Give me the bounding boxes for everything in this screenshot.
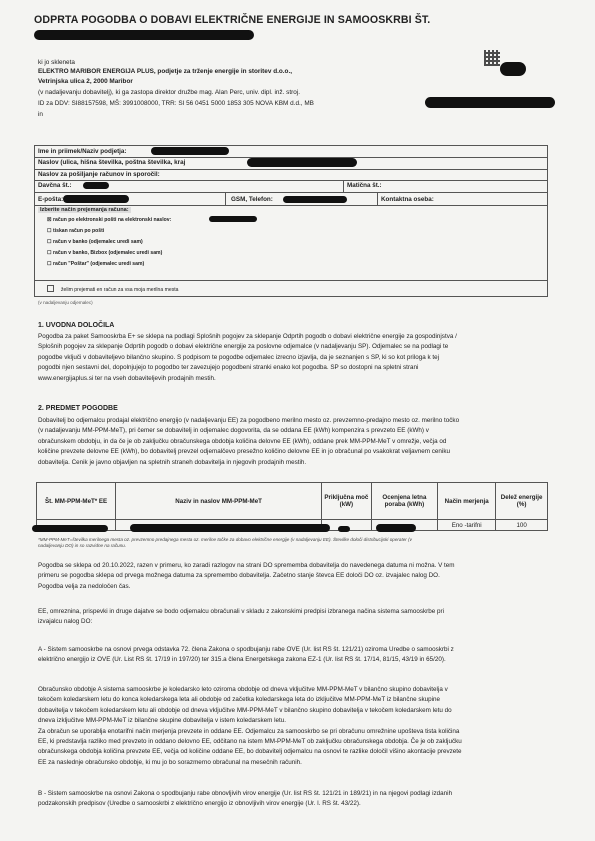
billing-option-printed[interactable]: ☐ tiskan račun po pošti bbox=[47, 228, 105, 234]
checkbox-icon[interactable]: ☐ bbox=[47, 261, 52, 267]
billing-option-postar[interactable]: ☐ račun "Poštar" (odjemalec uredi sam) bbox=[47, 261, 145, 267]
billing-option-email[interactable]: ☒ račun po elektronski pošti na elektronski naslov: bbox=[47, 217, 172, 223]
section-2-heading: 2. PREDMET POGODBE bbox=[38, 405, 118, 412]
single-invoice-option[interactable]: želim prejemati en račun za vsa moja merilna mesta bbox=[47, 285, 179, 293]
billing-option-bizbox[interactable]: ☐ račun v banko, Bizbox (odjemalec uredi sam) bbox=[47, 250, 163, 256]
redaction-mm-number bbox=[32, 525, 108, 532]
supplier-representative: (v nadaljevanju dobavitelj), ki ga zastopa direktor družbe mag. Alan Perc, univ. dipl. inž. stroj. bbox=[38, 89, 301, 96]
header-energy-share: Delež energije (%) bbox=[496, 483, 548, 520]
invoice-address-label: Naslov za pošiljanje računov in sporočil: bbox=[38, 171, 160, 178]
contact-person-label: Kontaktna oseba: bbox=[381, 196, 434, 203]
redaction-power bbox=[338, 526, 350, 532]
supplier-intro: ki jo skleneta bbox=[38, 59, 75, 66]
registration-number-label: Matična št.: bbox=[347, 182, 382, 189]
redaction-consumption bbox=[376, 524, 416, 532]
checkbox-icon[interactable]: ☐ bbox=[47, 250, 52, 256]
supplier-address: Vetrinjska ulica 2, 2000 Maribor bbox=[38, 78, 133, 85]
cell-metering-mode: Eno -tarifni bbox=[438, 520, 496, 531]
billing-option-bank[interactable]: ☐ račun v banko (odjemalec uredi sam) bbox=[47, 239, 143, 245]
checkbox-icon[interactable]: ☐ bbox=[47, 239, 52, 245]
redaction-top-right bbox=[425, 97, 555, 108]
redaction-mm-address bbox=[130, 524, 330, 532]
email-label: E-pošta: bbox=[38, 196, 64, 203]
billing-method-title: Izberite način prejemanja računa: bbox=[40, 207, 129, 213]
supplier-ids: ID za DDV: SI88157598, MŠ: 3991008000, TRR: SI 56 0451 5000 1853 305 NOVA KBM d.d., MB bbox=[38, 100, 314, 107]
checkbox-icon[interactable] bbox=[47, 285, 54, 292]
section-2-text: Dobavitelj bo odjemalcu prodajal električno energijo (v nadaljevanju EE) za pogodbeno merilno mesto oz. prevzemno-predajno mesto oz. merilno točko (v nadaljevanju MM-PPM-MeT), pri čemer se dobavitelj in odjemalec dogovorita, da se oddana EE (kWh) kompenzira s prevzeto EE (kWh) v obračunskem obdobju, in da če je ob zaključku obračunskega obdobja količina delovne EE (kWh), oddane prek MM-PPM-MeT v omrežje, večja od količine prevzete delovne EE (kWh), bo dobavitelj prevzel odjemalčevo presežno količino delovne EE in jo obračunal po vsakokrat veljavnem ceniku dobavitelja. Cenik je javno objavljen na spletnih straneh dobavitelja in njegovih prodajnih mestih. bbox=[38, 417, 460, 466]
cell-share: 100 bbox=[496, 520, 548, 531]
redaction-phone bbox=[283, 196, 347, 203]
redaction-name bbox=[151, 147, 229, 155]
header-name-address: Naziv in naslov MM-PPM-MeT bbox=[116, 483, 322, 520]
table-footnote: *MM-PPM-MeT=številka merilnega mesta oz. prevzemno predajnega mesta oz. merilne točke za dobavo električne energije (v nadaljevanju EE). Številke določi distribucijski operater (v nadaljevanju DO) in so razvidne na računu. bbox=[38, 537, 412, 548]
redaction-email bbox=[63, 195, 129, 203]
section-1-text: Pogodba za paket Samooskrba E+ se sklepa na podlagi Splošnih pogojev za sklepanje Odprtih pogodb o dobavi električne energije za gospodinjstva / Splošnih pogojev za sklepanje Odprtih pogodb o dobavi električne energije za poslovne odjemalce (v nadaljevanju SP). Odjemalec se na podlagi te pogodbe vključi v dobaviteljevo bilančno skupino. S podpisom te pogodbe odjemalec izrecno izjavlja, da je seznanjen s SP, ki so kot priloga k tej pogodbi njen sestavni del, dopolnjujejo to pogodbo ter zavezujejo pogodbeni stranki enako kot pogodba. SP so dostopni na spletni strani www.energijaplus.si ter na vseh dobaviteljevih prodajnih mestih. bbox=[38, 333, 457, 382]
supplier-name: ELEKTRO MARIBOR ENERGIJA PLUS, podjetje za trženje energije in storitev d.o.o., bbox=[38, 68, 293, 75]
checkbox-checked-icon[interactable]: ☒ bbox=[47, 217, 52, 223]
header-metering-mode: Način merjenja bbox=[438, 483, 496, 520]
redaction-billing-email bbox=[209, 216, 257, 222]
checkbox-icon[interactable]: ☐ bbox=[47, 228, 52, 234]
header-connection-power: Priključna moč (kW) bbox=[322, 483, 372, 520]
header-annual-consumption: Ocenjena letna poraba (kWh) bbox=[371, 483, 438, 520]
address-label: Naslov (ulica, hišna številka, poštna številka, kraj bbox=[38, 159, 186, 166]
redaction-contract-number bbox=[34, 30, 254, 40]
header-mm-number: Št. MM-PPM-MeT* EE bbox=[37, 483, 116, 520]
system-b-text: B - Sistem samooskrbe na osnovi Zakona o spodbujanju rabe obnovljivih virov energije (Ur. list RS št. 121/21 in 189/21) in na njegovi podlagi izdanih podzakonskih predpisov (Uredbe o samooskrbi z električno energijo iz obnovljivih virov energije (Ur. l. RS št. 43/22). bbox=[38, 790, 453, 808]
contract-start-text: Pogodba se sklepa od 20.10.2022, razen v primeru, ko zaradi razlogov na strani DO sprememba dobavitelja do navedenega datuma ni možna. V tem primeru se pogodba sklepa od prvega možnega datuma za spremembo dobavitelja. Začetno stanje števca EE določi DO oz. izvajalec nalog DO. Pogodba velja za nedoločen čas. bbox=[38, 562, 455, 590]
document-title: ODPRTA POGODBA O DOBAVI ELEKTRIČNE ENERGIJE IN SAMOOSKRBI ŠT. bbox=[34, 14, 431, 26]
charges-text: EE, omreznina, prispevki in druge dajatve se bodo odjemalcu obračunali v skladu z zakonskimi predpisi izbranega načina sistema samooskrbe pri izvajalcu nalog DO: bbox=[38, 608, 445, 626]
redaction-address bbox=[247, 158, 357, 167]
system-a-text: A - Sistem samooskrbe na osnovi prvega odstavka 72. člena Zakona o spodbujanju rabe OVE (Ur. list RS št. 121/21) oziroma Uredbe o samooskrbi z električno energijo iz OVE (Ur. List RS št. 17/19 in 197/20) ter 315.a člena Energetskega zakona EZ-1 (Ur. list RS št. 17/14, 81/15, 43/19 in 65/20). bbox=[38, 646, 454, 664]
redaction-signature bbox=[500, 62, 526, 76]
section-1-heading: 1. UVODNA DOLOČILA bbox=[38, 322, 115, 329]
tax-number-label: Davčna št.: bbox=[38, 182, 72, 189]
billing-period-text: Obračunsko obdobje A sistema samooskrbe je koledarsko leto oziroma obdobje od dneva vključitve MM-PPM-MeT v bilančno skupino dobavitelja v tekočem koledarskem letu do konca koledarskega leta ali obdobje od začetka koledarskega leta do izključitve MM-PPM-MeT iz bilančne skupine dobavitelja v tekočem koledarskem letu ali obdobje od dneva vključitve MM-PPM-MeT v bilančno skupino dobavitelja v tekočem koledarskem letu do dneva izključitve MM-PPM-MeT iz bilančne skupine dobavitelja v istem koledarskem letu. Za obračun se uporablja enotarifni način merjenja prevzete in oddane EE. Odjemalcu za samooskrbo se pri obračunu omrežnine upošteva tista količina EE, ki predstavlja razliko med prevzeto in oddano delovno EE, odčitano na istem MM-PPM-MeT ob zaključku obračunskega obdobja. Če je ob zaključku obračunskega obdobja količina prevzete EE, večja od količine oddane EE, bo dobavitelj odjemalcu na osnovi te razlike določil višino akontacije prevzete EE za naslednje obračunsko obdobje, ki mu jo bo sorazmerno obračunal na mesečnih računih. bbox=[38, 686, 462, 766]
name-label: Ime in priimek/Naziv podjetja: bbox=[38, 148, 127, 155]
qr-code-icon bbox=[484, 50, 500, 66]
redaction-tax bbox=[83, 182, 109, 189]
customer-form bbox=[34, 145, 548, 297]
supplier-and: in bbox=[38, 111, 43, 118]
customer-footnote: (v nadaljevanju odjemalec) bbox=[38, 300, 93, 305]
phone-label: GSM, Telefon: bbox=[231, 196, 273, 203]
